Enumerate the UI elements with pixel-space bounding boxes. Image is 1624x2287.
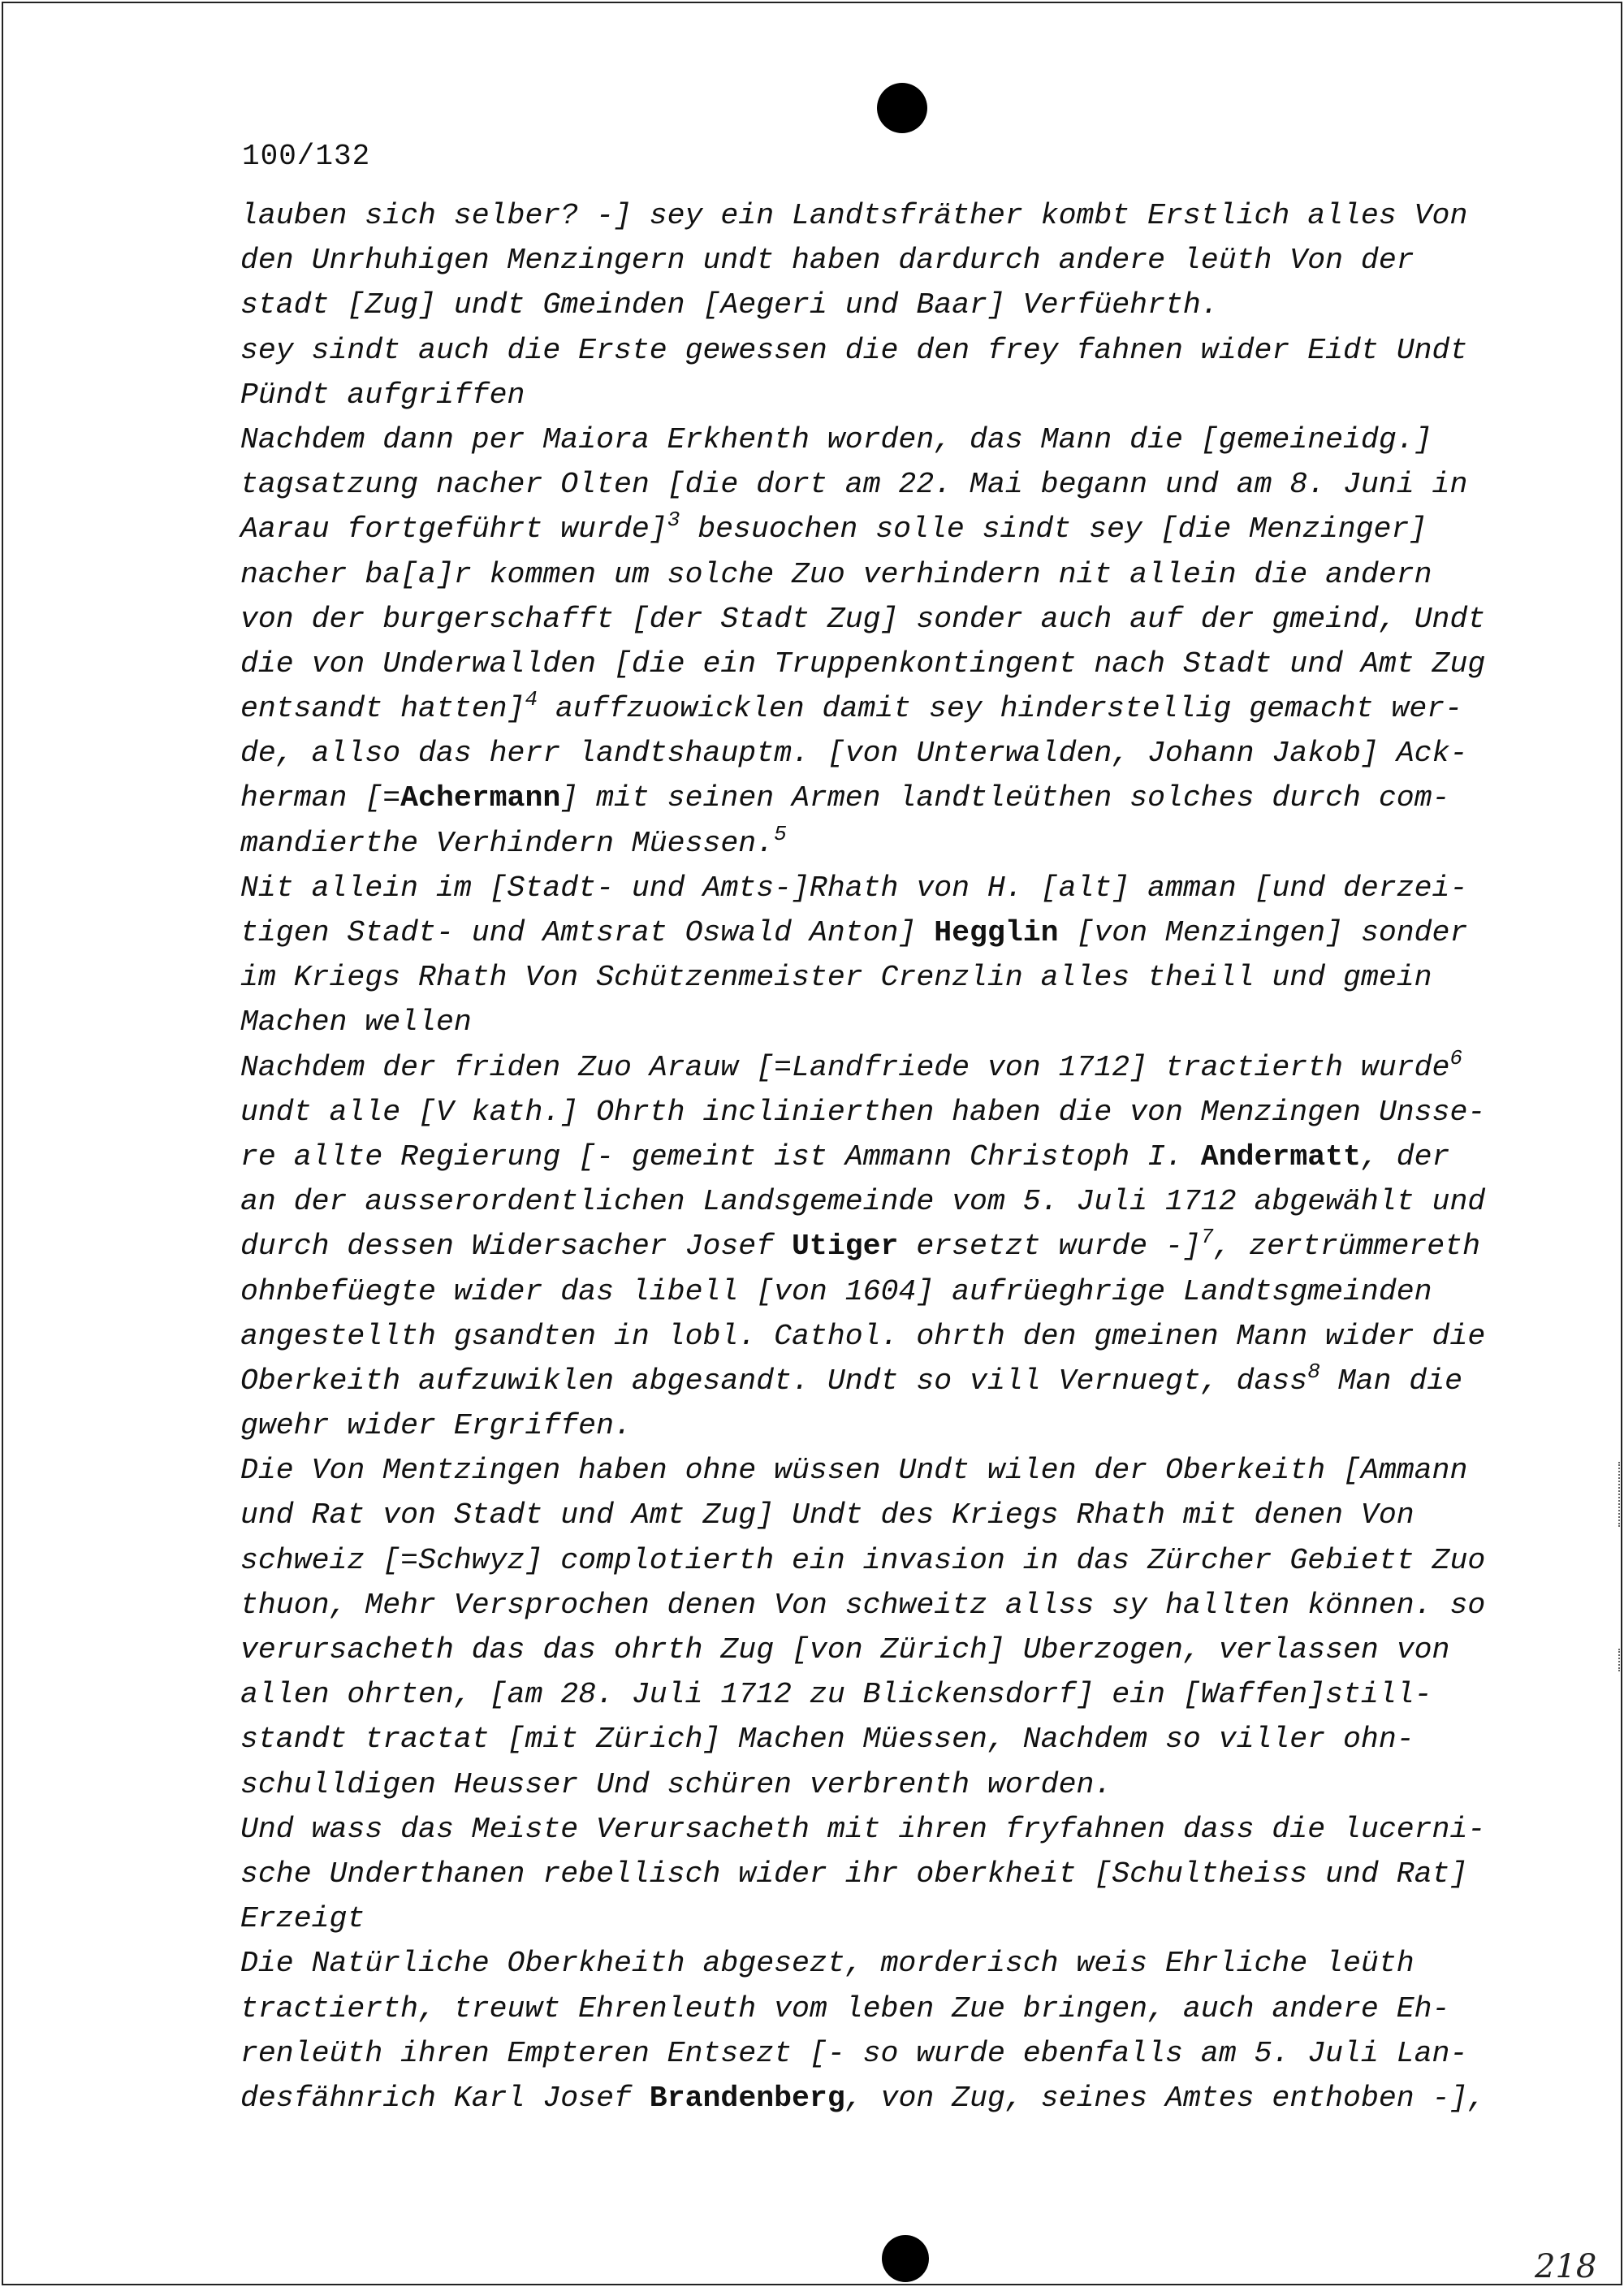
text-segment: sey sindt auch die Erste gewessen die den frey fahnen wider Eidt Undt [240,333,1468,367]
text-segment: schulldigen Heusser Und schüren verbrenth worden. [240,1767,1112,1801]
text-line [240,193,1507,238]
text-segment: Pündt aufgriffen [240,378,525,412]
text-line [240,507,1507,551]
text-segment: Oberkeith aufzuwiklen abgesandt. Undt so vill Vernuegt, dass [240,1364,1308,1398]
text-segment: , der [1360,1139,1450,1174]
footnote-ref: 8 [1307,1359,1320,1384]
punch-hole-top [877,83,927,133]
text-segment: tractierth, treuwt Ehrenleuth vom leben Zue bringen, auch andere Eh- [240,1991,1450,2025]
text-segment: auffzuowicklen damit sey hinderstellig gemacht wer- [538,692,1463,726]
footnote-ref: 4 [525,687,538,712]
bold-name: Hegglin [934,916,1059,949]
text-line [240,1493,1507,1537]
text-line [240,1135,1507,1179]
text-line [240,1314,1507,1359]
text-line [240,1896,1507,1941]
text-segment: verursacheth das das ohrth Zug [von Zürich] Uberzogen, verlassen von [240,1633,1450,1667]
text-line [240,821,1507,866]
text-segment: Nachdem der friden Zuo Arauw [=Landfriede von 1712] tractierth wurde [240,1050,1450,1084]
text-line [240,1717,1507,1762]
text-segment: undt alle [V kath.] Ohrth inclinierthen haben die von Menzingen Unsse- [240,1095,1486,1129]
text-line [240,328,1507,373]
text-line [240,1403,1507,1448]
text-line [240,552,1507,597]
text-line [240,1179,1507,1224]
text-line [240,417,1507,462]
margin-mark [1618,1462,1622,1527]
text-segment: an der ausserordentlichen Landsgemeinde vom 5. Juli 1712 abgewählt und [240,1185,1486,1219]
text-line [240,1224,1507,1269]
text-line [240,1941,1507,1986]
text-segment: Nachdem dann per Maiora Erkhenth worden, das Mann die [gemeineidg.] [240,422,1432,456]
footnote-ref: 3 [667,508,680,533]
footnote-ref: 7 [1200,1225,1214,1250]
text-segment: den Unrhuhigen Menzingern undt haben dardurch andere leüth Von der [240,244,1415,278]
text-segment: Machen wellen [240,1005,472,1040]
text-line [240,910,1507,955]
text-segment: durch dessen Widersacher Josef [240,1230,793,1264]
text-segment: thuon, Mehr Versprochen denen Von schweitz allss sy hallten können. so [240,1588,1486,1622]
text-line [240,955,1507,1000]
text-line [240,1359,1507,1403]
punch-hole-bottom [882,2235,929,2282]
text-segment: Und wass das Meiste Verursacheth mit ihren fryfahnen dass die lucerni- [240,1812,1486,1846]
text-segment: de, allso das herr landtshauptm. [von Unterwalden, Johann Jakob] Ack- [240,737,1468,771]
text-segment: re allte Regierung [- gemeint ist Ammann Christoph I. [240,1139,1201,1174]
text-segment: ] mit seinen Armen landtleüthen solches durch com- [560,781,1450,815]
text-segment: Aarau fortgeführt wurde] [240,512,667,547]
text-segment: allen ohrten, [am 28. Juli 1712 zu Blickensdorf] ein [Waffen]still- [240,1678,1432,1712]
text-line [240,1000,1507,1044]
text-segment: entsandt hatten] [240,692,525,726]
page-number: 100/132 [242,140,371,173]
bold-name: Brandenberg [649,2081,845,2115]
text-line [240,866,1507,910]
text-segment: , zertrümmereth [1213,1230,1480,1264]
text-segment: ersetzt wurde -] [898,1230,1201,1264]
text-segment: im Kriegs Rhath Von Schützenmeister Crenzlin alles theill und gmein [240,961,1432,995]
text-segment: [von Menzingen] sonder [1058,916,1468,949]
handwritten-page-note: 218 [1535,2248,1597,2285]
text-line [240,462,1507,507]
body-text [240,193,1507,2121]
text-segment: , von Zug, seines Amtes enthoben -], [844,2081,1486,2115]
bold-name: Utiger [792,1230,899,1264]
text-segment: schweiz [=Schwyz] complotierth ein invasion in das Zürcher Gebiett Zuo [240,1543,1486,1577]
text-line [240,373,1507,417]
text-segment: Erzeigt [240,1902,365,1936]
bold-name: Achermann [400,781,561,815]
text-line [240,2031,1507,2076]
text-line [240,1269,1507,1314]
text-segment: sche Underthanen rebellisch wider ihr oberkheit [Schultheiss und Rat] [240,1857,1468,1891]
text-line [240,686,1507,731]
text-segment: Nit allein im [Stadt- und Amts-]Rhath von H. [alt] amman [und derzei- [240,871,1468,905]
text-line [240,776,1507,820]
text-line [240,2076,1507,2121]
footnote-ref: 6 [1449,1045,1463,1070]
text-line [240,1672,1507,1717]
footnote-ref: 5 [774,821,787,846]
text-line [240,1448,1507,1493]
text-segment: nacher ba[a]r kommen um solche Zuo verhindern nit allein die andern [240,557,1432,591]
text-segment: standt tractat [mit Zürich] Machen Müessen, Nachdem so viller ohn- [240,1723,1415,1757]
text-line [240,1583,1507,1628]
text-segment: renleüth ihren Empteren Entsezt [- so wurde ebenfalls am 5. Juli Lan- [240,2036,1468,2070]
text-line [240,1045,1507,1090]
text-segment: besuochen solle sindt sey [die Menzinger] [680,512,1427,547]
text-segment: von der burgerschafft [der Stadt Zug] sonder auch auf der gmeind, Undt [240,602,1486,636]
text-segment: ohnbefüegte wider das libell [von 1604] aufrüeghrige Landtsgmeinden [240,1274,1432,1308]
text-line [240,1090,1507,1135]
text-segment: lauben sich selber? -] sey ein Landtsfräther kombt Erstlich alles Von [240,199,1468,232]
text-segment: desfähnrich Karl Josef [240,2081,650,2115]
text-segment: Man die [1320,1364,1463,1398]
bold-name: Andermatt [1200,1139,1361,1174]
text-line [240,1628,1507,1672]
text-segment: angestellth gsandten in lobl. Cathol. ohrth den gmeinen Mann wider die [240,1319,1486,1353]
text-segment: Die Von Mentzingen haben ohne wüssen Undt wilen der Oberkeith [Ammann [240,1454,1468,1488]
text-line [240,1852,1507,1896]
text-segment: die von Underwallden [die ein Truppenkontingent nach Stadt und Amt Zug [240,646,1486,681]
text-line [240,1762,1507,1807]
text-line [240,731,1507,776]
text-segment: gwehr wider Ergriffen. [240,1409,632,1443]
text-line [240,1807,1507,1852]
text-line [240,283,1507,327]
text-segment: mandierthe Verhindern Müessen. [240,826,775,860]
text-segment: tagsatzung nacher Olten [die dort am 22. Mai begann und am 8. Juni in [240,468,1468,502]
text-segment: tigen Stadt- und Amtsrat Oswald Anton] [240,916,935,949]
margin-mark [1618,1649,1622,1671]
text-line [240,1538,1507,1583]
text-line [240,597,1507,642]
text-line [240,1987,1507,2031]
text-segment: und Rat von Stadt und Amt Zug] Undt des Kriegs Rhath mit denen Von [240,1498,1415,1533]
text-line [240,238,1507,283]
text-line [240,642,1507,686]
text-segment: Die Natürliche Oberkheith abgesezt, morderisch weis Ehrliche leüth [240,1947,1415,1981]
text-segment: herman [= [240,781,401,815]
text-segment: stadt [Zug] undt Gmeinden [Aegeri und Baar] Verfüehrth. [240,288,1219,322]
